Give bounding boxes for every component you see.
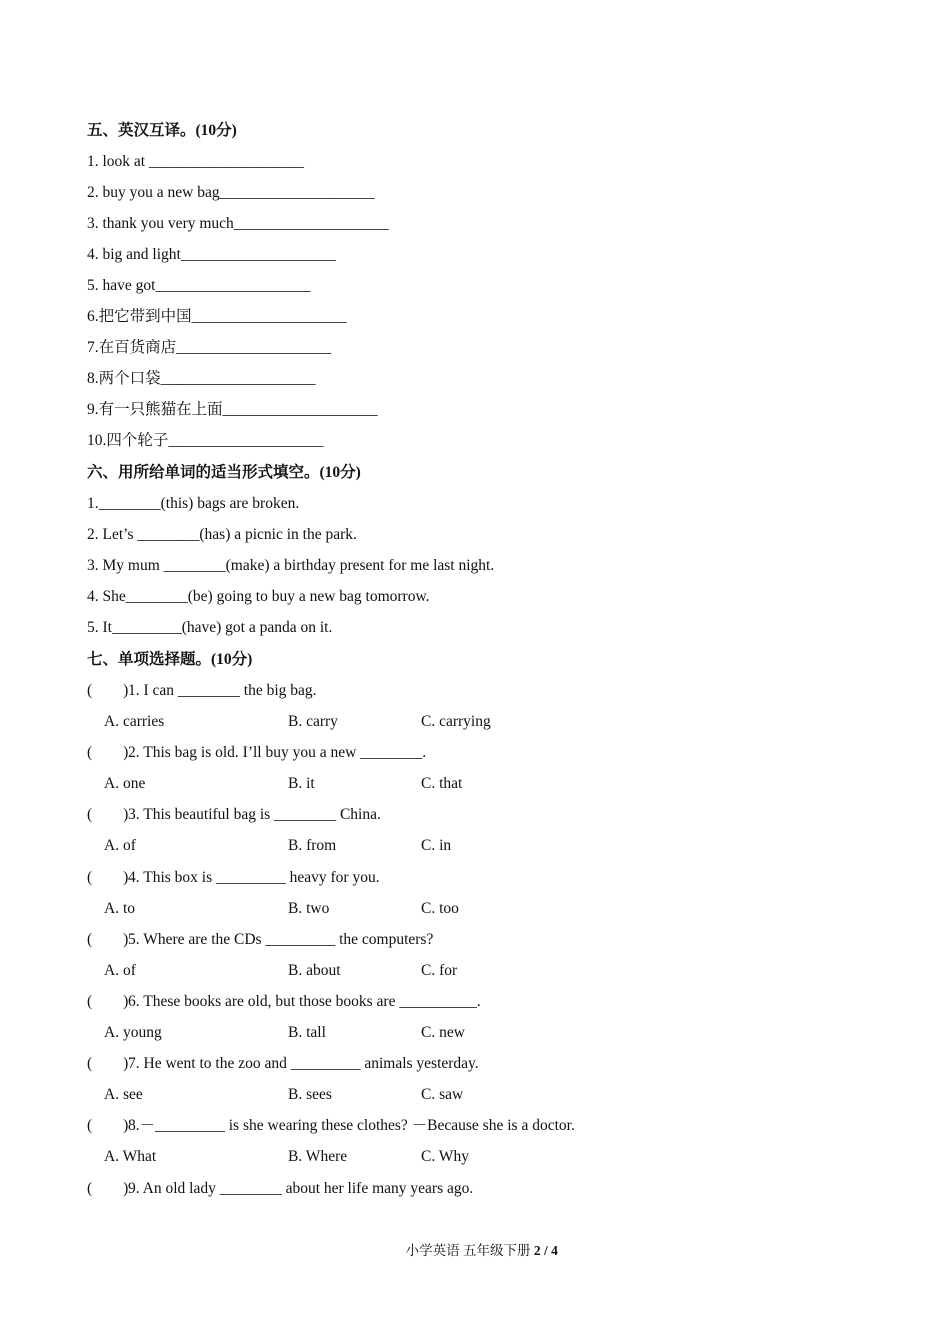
q6-option-a: A. young: [104, 1024, 162, 1041]
q7-option-a: A. see: [104, 1086, 143, 1103]
q1-option-b: B. carry: [288, 713, 338, 730]
q3-option-c: C. in: [421, 837, 452, 854]
q1-option-c: C. carrying: [421, 713, 491, 730]
fill-item-5: 5. It_________(have) got a panda on it.: [87, 619, 333, 636]
q8-option-a: A. What: [104, 1148, 157, 1165]
q8-option-c: C. Why: [421, 1148, 469, 1165]
q5-option-b: B. about: [288, 962, 341, 979]
q4-option-b: B. two: [288, 900, 330, 917]
answer-blank: ( ): [87, 993, 129, 1010]
fill-item-1: 1.________(this) bags are broken.: [87, 495, 300, 512]
page-footer: [0, 1224, 950, 1278]
question-9: 9. An old lady ________ about her life many years ago.: [128, 1180, 474, 1197]
q7-option-c: C. saw: [421, 1086, 464, 1103]
q2-option-b: B. it: [288, 775, 315, 792]
question-6: 6. These books are old, but those books are __________.: [128, 993, 481, 1010]
q1-option-a: A. carries: [104, 713, 165, 730]
q3-option-a: A. of: [104, 837, 136, 854]
section-6-heading: 六、用所给单词的适当形式填空。(10分): [87, 464, 361, 481]
translation-item-2: 2. buy you a new bag____________________: [87, 184, 375, 201]
translation-item-9: 9.有一只熊猫在上面____________________: [87, 401, 378, 418]
answer-blank: ( ): [87, 1055, 129, 1072]
answer-blank: ( ): [87, 682, 129, 699]
question-7: 7. He went to the zoo and _________ animals yesterday.: [128, 1055, 479, 1072]
answer-blank: ( ): [87, 806, 129, 823]
answer-blank: ( ): [87, 1180, 129, 1197]
translation-item-8: 8.两个口袋____________________: [87, 370, 316, 387]
answer-blank: ( ): [87, 869, 129, 886]
answer-blank: ( ): [87, 931, 129, 948]
translation-item-6: 6.把它带到中国____________________: [87, 308, 347, 325]
fill-item-3: 3. My mum ________(make) a birthday present for me last night.: [87, 557, 495, 574]
question-2: 2. This bag is old. I’ll buy you a new ________.: [128, 744, 427, 761]
q5-option-a: A. of: [104, 962, 136, 979]
question-8: 8.－_________ is she wearing these clothes? －Because she is a doctor.: [128, 1117, 575, 1134]
fill-item-4: 4. She________(be) going to buy a new bag tomorrow.: [87, 588, 430, 605]
translation-item-1: 1. look at ____________________: [87, 153, 304, 170]
answer-blank: ( ): [87, 744, 129, 761]
section-5-heading: 五、英汉互译。(10分): [87, 122, 237, 139]
question-1: 1. I can ________ the big bag.: [128, 682, 317, 699]
page-number: 2 / 4: [533, 1243, 558, 1258]
section-7-heading: 七、单项选择题。(10分): [87, 651, 253, 668]
question-4: 4. This box is _________ heavy for you.: [128, 869, 380, 886]
answer-blank: ( ): [87, 1117, 129, 1134]
q4-option-c: C. too: [421, 900, 459, 917]
q2-option-c: C. that: [421, 775, 463, 792]
q7-option-b: B. sees: [288, 1086, 332, 1103]
q8-option-b: B. Where: [288, 1148, 348, 1165]
q6-option-c: C. new: [421, 1024, 465, 1041]
q3-option-b: B. from: [288, 837, 337, 854]
question-5: 5. Where are the CDs _________ the computers?: [128, 931, 434, 948]
q5-option-c: C. for: [421, 962, 458, 979]
q2-option-a: A. one: [104, 775, 146, 792]
translation-item-4: 4. big and light____________________: [87, 246, 336, 263]
question-3: 3. This beautiful bag is ________ China.: [128, 806, 381, 823]
translation-item-10: 10.四个轮子____________________: [87, 432, 324, 449]
footer-subject: 小学英语 五年级下册: [405, 1243, 534, 1258]
translation-item-7: 7.在百货商店____________________: [87, 339, 332, 356]
fill-item-2: 2. Let’s ________(has) a picnic in the park.: [87, 526, 357, 543]
translation-item-5: 5. have got____________________: [87, 277, 311, 294]
translation-item-3: 3. thank you very much____________________: [87, 215, 389, 232]
q4-option-a: A. to: [104, 900, 135, 917]
q6-option-b: B. tall: [288, 1024, 326, 1041]
